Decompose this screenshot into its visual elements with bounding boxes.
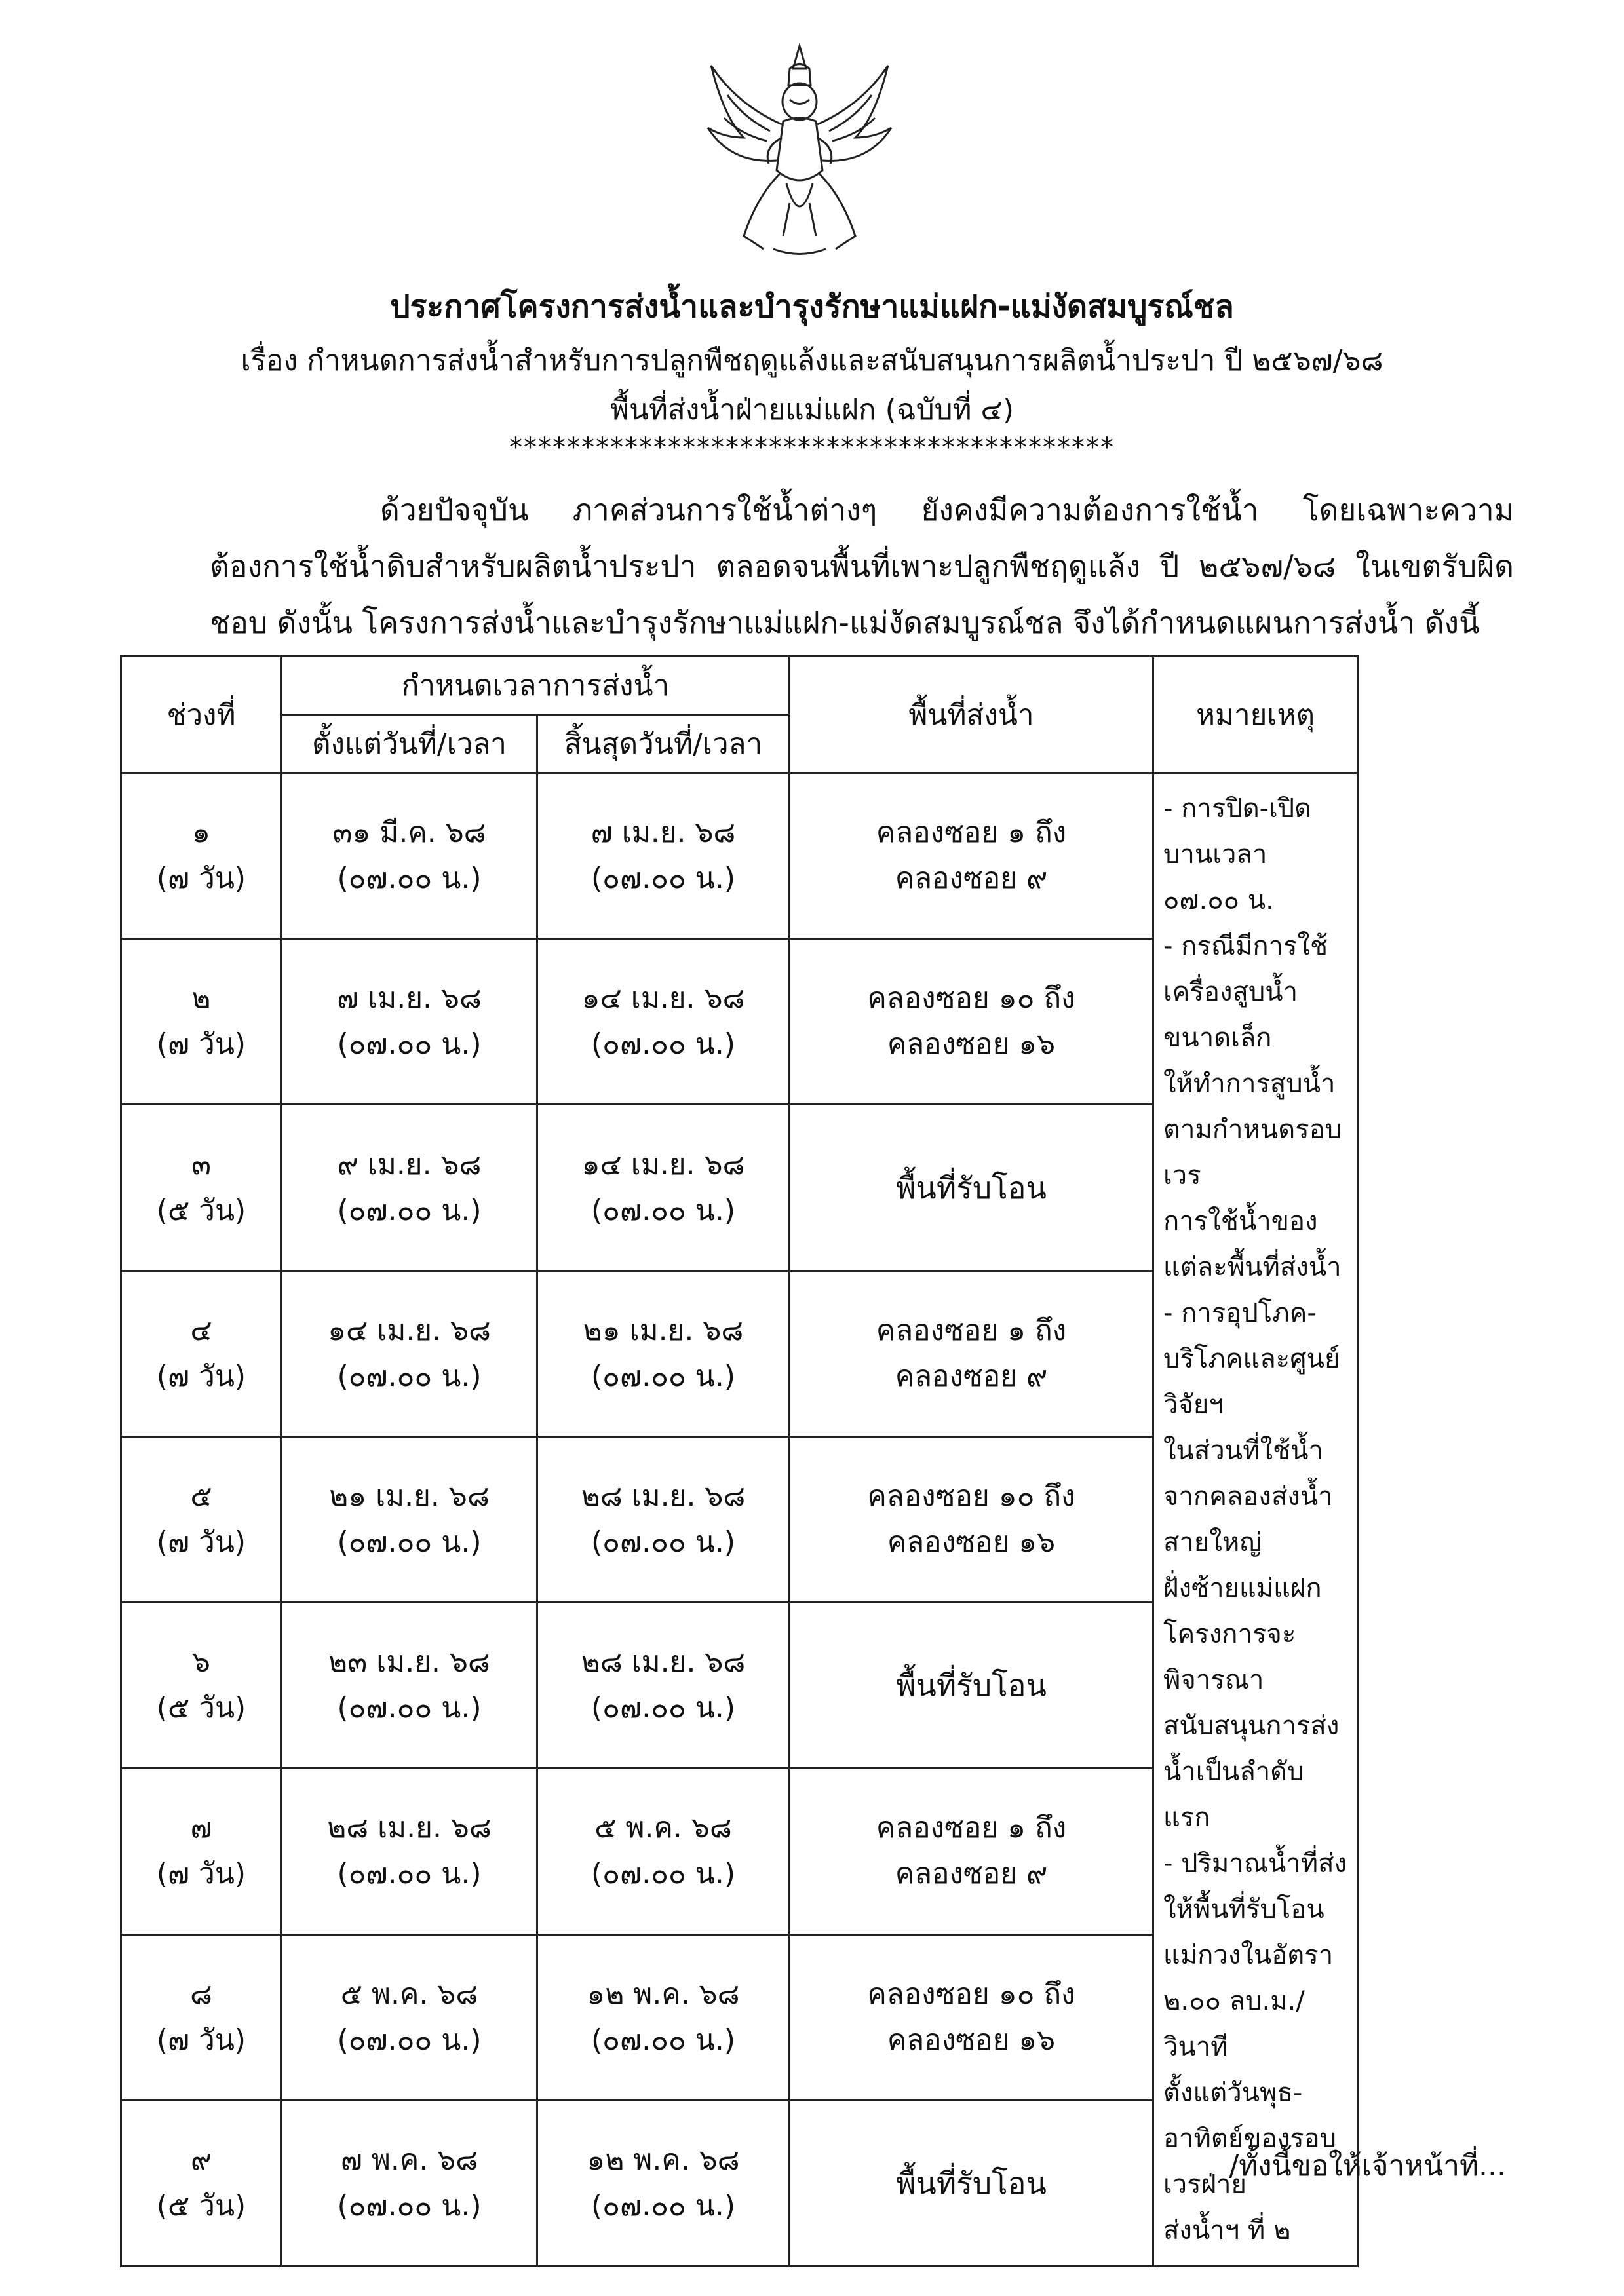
- end-time: (๐๗.๐๐ น.): [590, 1193, 736, 1227]
- remarks-cell: [1153, 773, 1358, 2267]
- start-time: (๐๗.๐๐ น.): [337, 1857, 482, 1891]
- area-line-1: คลองซอย ๑๐ ถึง: [867, 982, 1075, 1016]
- period-number: ๕: [190, 1479, 212, 1513]
- end-date: ๕ พ.ค. ๖๘: [594, 1811, 732, 1845]
- end-date: ๑๒ พ.ค. ๖๘: [587, 2143, 740, 2177]
- start-date: ๕ พ.ค. ๖๘: [340, 1977, 478, 2011]
- end-time: (๐๗.๐๐ น.): [590, 1857, 736, 1891]
- end-date: ๗ เม.ย. ๖๘: [590, 816, 736, 850]
- header-end: สิ้นสุดวันที่/เวลา: [537, 715, 790, 773]
- start-date: ๙ เม.ย. ๖๘: [337, 1147, 482, 1181]
- area-line-2: คลองซอย ๙: [895, 1857, 1048, 1891]
- remark-line: - กรณีมีการใช้เครื่องสูบน้ำขนาดเล็ก: [1163, 931, 1328, 1053]
- area-line-1: พื้นที่รับโอน: [896, 2165, 1047, 2201]
- area-line-2: คลองซอย ๑๖: [887, 1027, 1056, 1062]
- period-days: (๗ วัน): [156, 1857, 246, 1891]
- period-days: (๗ วัน): [156, 1359, 246, 1393]
- start-time: (๐๗.๐๐ น.): [337, 2023, 482, 2057]
- start-date: ๗ พ.ค. ๖๘: [340, 2143, 478, 2177]
- header-start: ตั้งแต่วันที่/เวลา: [282, 715, 537, 773]
- period-days: (๕ วัน): [156, 2189, 246, 2223]
- remark-line: - การปิด-เปิดบานเวลา ๐๗.๐๐ น.: [1163, 794, 1312, 915]
- area-line-1: พื้นที่รับโอน: [896, 1170, 1047, 1206]
- area-line-1: พื้นที่รับโอน: [896, 1668, 1047, 1704]
- end-date: ๑๔ เม.ย. ๖๘: [581, 982, 745, 1016]
- area-line-2: คลองซอย ๑๖: [887, 1525, 1056, 1559]
- remark-line: - ปริมาณน้ำที่ส่งให้พื้นที่รับโอน: [1163, 1848, 1347, 1924]
- remark-line: สนับสนุนการส่งน้ำเป็นลำดับแรก: [1163, 1711, 1340, 1833]
- period-days: (๗ วัน): [156, 2023, 246, 2057]
- end-date: ๒๑ เม.ย. ๖๘: [583, 1313, 744, 1347]
- garuda-emblem-icon: [698, 39, 901, 262]
- period-number: ๔: [190, 1313, 212, 1347]
- start-time: (๐๗.๐๐ น.): [337, 862, 482, 896]
- area-line-1: คลองซอย ๑ ถึง: [876, 1811, 1067, 1845]
- period-number: ๗: [190, 1811, 212, 1845]
- period-number: ๒: [191, 982, 211, 1016]
- period-number: ๑: [192, 816, 210, 850]
- table-row: [121, 773, 1358, 939]
- end-time: (๐๗.๐๐ น.): [590, 1359, 736, 1393]
- intro-paragraph: [210, 482, 1514, 651]
- end-time: (๐๗.๐๐ น.): [590, 1525, 736, 1559]
- end-date: ๒๘ เม.ย. ๖๘: [581, 1479, 746, 1513]
- area-line-1: คลองซอย ๑ ถึง: [876, 816, 1067, 850]
- start-time: (๐๗.๐๐ น.): [337, 1691, 482, 1725]
- remark-line: ให้ทำการสูบน้ำตามกำหนดรอบเวร: [1163, 1069, 1342, 1191]
- start-time: (๐๗.๐๐ น.): [337, 1193, 482, 1227]
- end-date: ๑๔ เม.ย. ๖๘: [581, 1147, 745, 1181]
- period-number: ๖: [192, 1645, 210, 1679]
- area-line-1: คลองซอย ๑ ถึง: [876, 1313, 1067, 1347]
- announcement-area-issue: พื้นที่ส่งน้ำฝ่ายแม่แฝก (ฉบับที่ ๔): [609, 393, 1015, 427]
- header-schedule: กำหนดเวลาการส่งน้ำ: [282, 657, 790, 715]
- remark-line: ส่งน้ำฯ ที่ ๒: [1163, 2215, 1291, 2246]
- end-time: (๐๗.๐๐ น.): [590, 2023, 736, 2057]
- start-time: (๐๗.๐๐ น.): [337, 1525, 482, 1559]
- announcement-subject: เรื่อง กำหนดการส่งน้ำสำหรับการปลูกพืชฤดูแล้งและสนับสนุนการผลิตน้ำประปา ปี ๒๕๖๗/๖๘: [241, 344, 1383, 377]
- remark-line: ฝั่งซ้ายแม่แฝก โครงการจะพิจารณา: [1163, 1573, 1322, 1695]
- header-area: พื้นที่ส่งน้ำ: [790, 657, 1153, 773]
- start-date: ๓๑ มี.ค. ๖๘: [332, 816, 486, 850]
- start-date: ๒๓ เม.ย. ๖๘: [328, 1645, 490, 1679]
- start-date: ๗ เม.ย. ๖๘: [337, 982, 482, 1016]
- period-days: (๗ วัน): [156, 1027, 246, 1062]
- remark-line: การใช้น้ำของแต่ละพื้นที่ส่งน้ำ: [1163, 1206, 1342, 1282]
- period-days: (๗ วัน): [156, 1525, 246, 1559]
- water-delivery-schedule-table: [120, 655, 1359, 2267]
- continuation-note: /ทั้งนี้ขอให้เจ้าหน้าที่...: [1229, 2149, 1506, 2183]
- separator-line: ******************************************: [509, 432, 1115, 463]
- header-period: ช่วงที่: [121, 657, 282, 773]
- start-date: ๒๘ เม.ย. ๖๘: [327, 1811, 492, 1845]
- end-time: (๐๗.๐๐ น.): [590, 2189, 736, 2223]
- start-time: (๐๗.๐๐ น.): [337, 2189, 482, 2223]
- period-days: (๗ วัน): [156, 862, 246, 896]
- remark-line: ตั้งแต่วันพุธ-อาทิตย์ของรอบเวรฝ่าย: [1163, 2078, 1337, 2200]
- end-date: ๑๒ พ.ค. ๖๘: [587, 1977, 740, 2011]
- period-number: ๓: [191, 1147, 212, 1181]
- area-line-1: คลองซอย ๑๐ ถึง: [867, 1479, 1075, 1513]
- end-time: (๐๗.๐๐ น.): [590, 1691, 736, 1725]
- end-time: (๐๗.๐๐ น.): [590, 862, 736, 896]
- remark-line: ในส่วนที่ใช้น้ำจากคลองส่งน้ำสายใหญ่: [1163, 1436, 1333, 1558]
- end-time: (๐๗.๐๐ น.): [590, 1027, 736, 1062]
- announcement-title: ประกาศโครงการส่งน้ำและบำรุงรักษาแม่แฝก-แม่งัดสมบูรณ์ชล: [390, 288, 1234, 325]
- remark-line: - การอุปโภค-บริโภคและศูนย์วิจัยฯ: [1163, 1298, 1340, 1420]
- area-line-2: คลองซอย ๙: [895, 862, 1048, 896]
- start-time: (๐๗.๐๐ น.): [337, 1027, 482, 1062]
- start-date: ๑๔ เม.ย. ๖๘: [328, 1313, 491, 1347]
- area-line-2: คลองซอย ๙: [895, 1359, 1048, 1393]
- header-remarks: หมายเหตุ: [1153, 657, 1358, 773]
- intro-text: ด้วยปัจจุบัน ภาคส่วนการใช้น้ำต่างๆ ยังคงมีความต้องการใช้น้ำ โดยเฉพาะความต้องการใช้น้ำดิบสำหรับผลิตน้ำประปา ตลอดจนพื้นที่เพาะปลูกพืชฤดูแล้ง ปี ๒๕๖๗/๖๘ ในเขตรับผิดชอบ ดังนั้น โครงการส่งน้ำและบำรุงรักษาแม่แฝก-แม่งัดสมบูรณ์ชล จึงได้กำหนดแผนการส่งน้ำ ดังนี้: [210, 492, 1514, 640]
- area-line-2: คลองซอย ๑๖: [887, 2023, 1056, 2057]
- period-number: ๘: [190, 1977, 212, 2011]
- start-time: (๐๗.๐๐ น.): [337, 1359, 482, 1393]
- period-days: (๕ วัน): [156, 1691, 246, 1725]
- period-number: ๙: [190, 2143, 212, 2177]
- end-date: ๒๘ เม.ย. ๖๘: [581, 1645, 746, 1679]
- area-line-1: คลองซอย ๑๐ ถึง: [867, 1977, 1075, 2011]
- remark-line: แม่กวงในอัตรา ๒.๐๐ ลบ.ม./วินาที: [1163, 1940, 1334, 2062]
- period-days: (๕ วัน): [156, 1193, 246, 1227]
- start-date: ๒๑ เม.ย. ๖๘: [329, 1479, 490, 1513]
